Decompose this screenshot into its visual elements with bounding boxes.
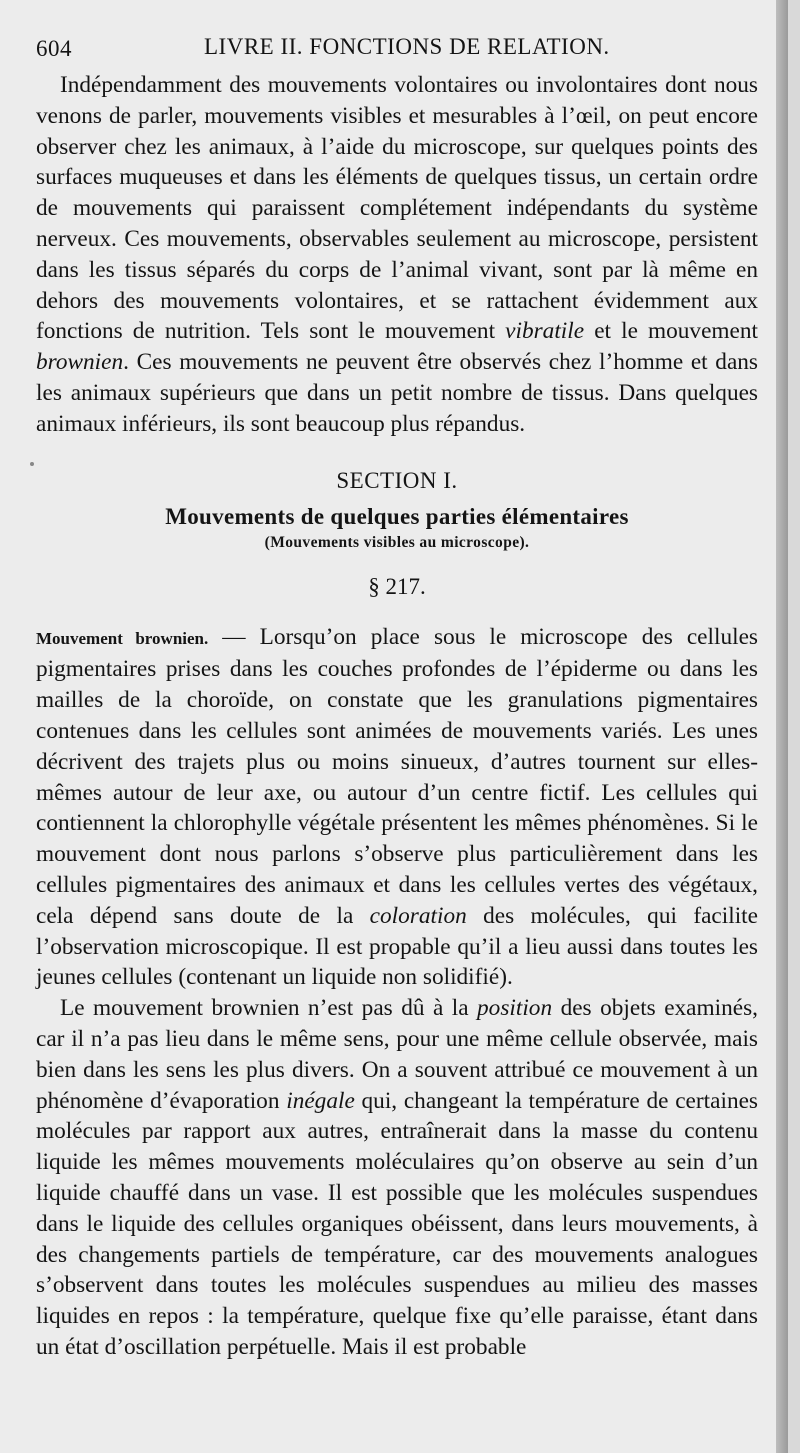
position-paragraph: [36, 993, 758, 1363]
position-text-c: qui, changeant la température de certaines molécules par rapport aux autres, entraînerait dans la masse du contenu liquide les mêmes mouvements moléculaires qu’on observe au sein d’un liquide chauffé dans un vase. Il est possible que les molécules suspendues dans le liquide des cellules organiques obéissent, dans leurs mouvements, à des changements partiels de température, car des mouvements analogues s’observent dans toutes les molécules suspendues au milieu des masses liquides en repos : la température, quelque fixe qu’elle paraisse, étant dans un état d’oscillation perpétuelle. Mais il est probable: [36, 1087, 758, 1360]
intro-emphasis-vibratile: vibratile: [505, 318, 585, 345]
intro-paragraph: [36, 70, 758, 440]
section-title: Mouvements de quelques parties élémentaires: [165, 503, 629, 529]
position-text-a: Le mouvement brownien n’est pas dû à la: [60, 995, 478, 1022]
brownian-text-b: des molécules, qui facilite l’observation microscopique. Il est propable qu’il a lieu aussi dans toutes les jeunes cellules (contenant un liquide non solidifié).: [36, 902, 758, 991]
brownian-paragraph: [36, 622, 758, 994]
position-emphasis-inegale: inégale: [286, 1087, 355, 1114]
intro-text-c: . Ces mouvements ne peuvent être observés chez l’homme et dans les animaux supérieurs que dans un petit nombre de tissus. Dans quelques animaux inférieurs, ils sont beaucoup plus répandus.: [36, 349, 758, 437]
intro-emphasis-brownien: brownien: [36, 349, 124, 376]
brownian-text-a: — Lorsqu’on place sous le microscope des cellules pigmentaires prises dans les couches profondes de l’épiderme ou dans les mailles de la choroïde, on constate que les granulations pigmentaires contenues dans les cellules sont animées de mouvements variés. Les unes décrivent des trajets plus ou moins sinueux, d’autres tournent sur elles-mêmes autour de leur axe, ou autour d’un centre fictif. Les cellules qui contiennent la chlorophylle végétale présentent les mêmes phénomènes. Si le mouvement dont nous parlons s’observe plus particulièrement dans les cellules pigmentaires des animaux et dans les cellules vertes des végétaux, cela dépend sans doute de la: [36, 623, 758, 929]
page-edge-shadow: [776, 0, 788, 1453]
intro-text-b: et le mouvement: [584, 318, 759, 345]
scan-speck: [30, 462, 34, 466]
running-title: LIVRE II. FONCTIONS DE RELATION.: [204, 34, 610, 59]
section-heading: SECTION I.: [336, 467, 458, 493]
section-subtitle: (Mouvements visibles au microscope).: [264, 533, 530, 551]
running-head: [36, 30, 758, 70]
position-text-b: des objets examinés, car il n’a pas lieu dans le même sens, pour une même cellule observée, mais bien dans les sens les plus divers. On a souvent attribué ce mouvement à un phénomène d’évaporation: [36, 995, 758, 1114]
brownian-emphasis-coloration: coloration: [369, 902, 467, 929]
page-number: 604: [36, 36, 72, 61]
paragraph-number: § 217.: [368, 573, 426, 599]
intro-text-a: Indépendamment des mouvements volontaires ou involontaires dont nous venons de parler, mouvements visibles et mesurables à l’œil, on peut encore observer chez les animaux, à l’aide du microscope, sur quelques points des surfaces muqueuses et dans les éléments de quelques tissus, un certain ordre de mouvements qui paraissent complétement indépendants du système nerveux. Ces mouvements, observables seulement au microscope, persistent dans les tissus séparés du corps de l’animal vivant, sont par là même en dehors des mouvements volontaires, et se rattachent évidemment aux fonctions de nutrition. Tels sont le mouvement: [36, 72, 758, 345]
run-in-heading: Mouvement brownien.: [36, 628, 209, 648]
position-emphasis-position: position: [477, 995, 553, 1022]
